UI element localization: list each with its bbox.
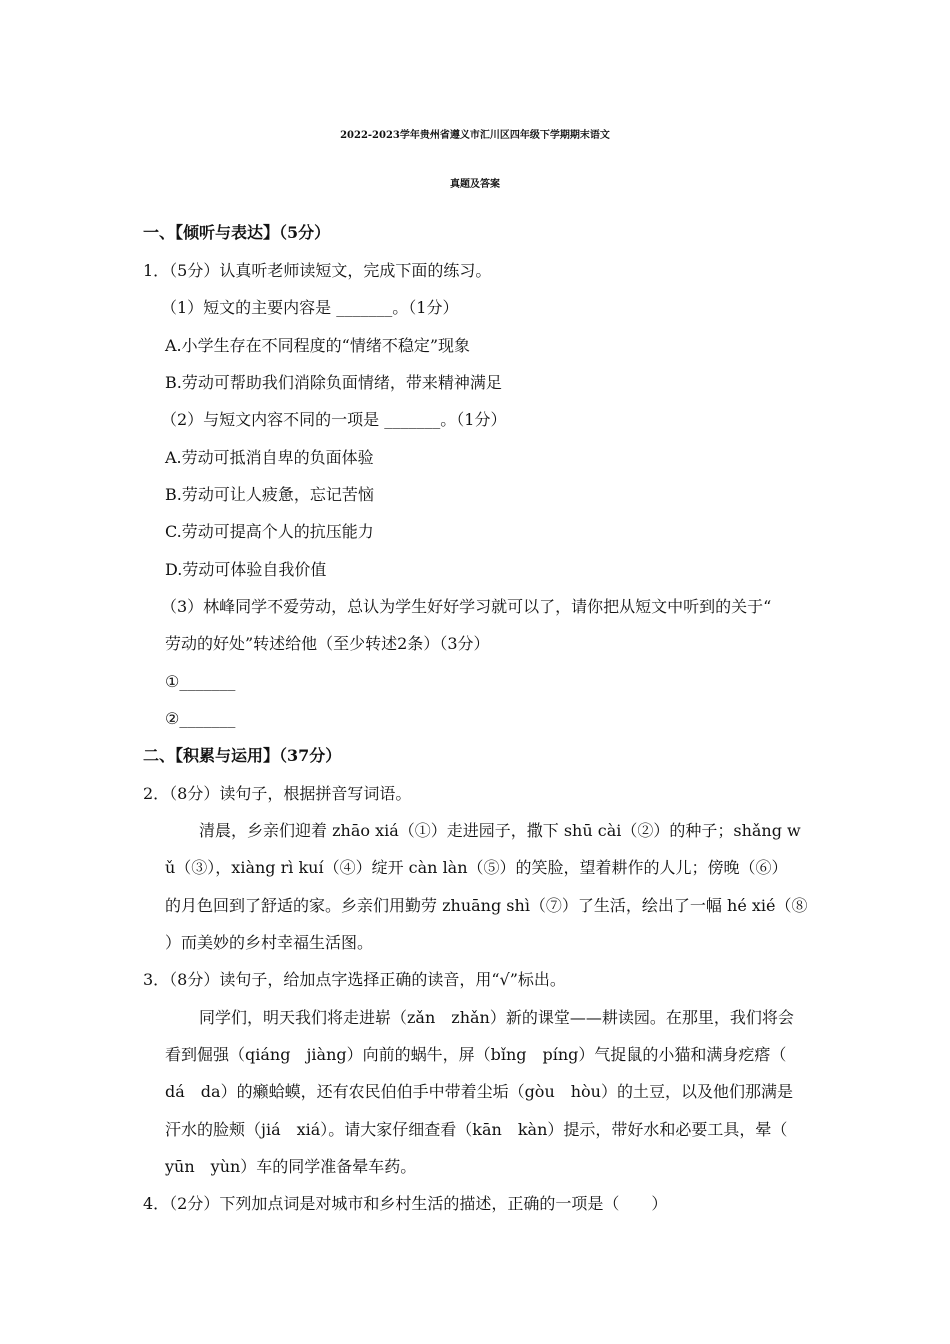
question-2-stem: 2．（8分）读句子，根据拼音写词语。 [143, 784, 412, 803]
question-1-stem: 1．（5分）认真听老师读短文，完成下面的练习。 [143, 261, 492, 280]
question-1-sub-1: （1）短文的主要内容是 _______。（1分） [161, 298, 459, 317]
section-1-header: 一、【倾听与表达】（5分） [143, 223, 331, 242]
question-1-sub-1-option-a: A.小学生存在不同程度的“情绪不稳定”现象 [165, 336, 471, 355]
question-3-stem: 3．（8分）读句子，给加点字选择正确的读音，用“√”标出。 [143, 970, 566, 989]
answer-blank-1: ①_______ [165, 672, 236, 691]
question-2-paragraph-line-1: 清晨，乡亲们迎着 zhāo xiá（①）走进园子，撒下 shū cài（②）的种子；shǎng w [199, 821, 801, 840]
page-title-line-2: 真题及答案 [450, 179, 500, 190]
question-1-sub-2-option-b: B.劳动可让人疲惫，忘记苦恼 [165, 485, 374, 504]
question-2-paragraph-line-4: ）而美妙的乡村幸福生活图。 [165, 933, 374, 952]
question-1-sub-2: （2）与短文内容不同的一项是 _______。（1分） [161, 410, 507, 429]
question-2-paragraph-line-3: 的月色回到了舒适的家。乡亲们用勤劳 zhuāng shì（⑦）了生活，绘出了一幅 hé xié（⑧ [165, 896, 808, 915]
question-1-sub-2-option-d: D.劳动可体验自我价值 [165, 560, 327, 579]
question-3-paragraph-line-1: 同学们，明天我们将走进崭（zǎn zhǎn）新的课堂——耕读园。在那里，我们将会 [199, 1008, 794, 1027]
question-1-sub-2-option-c: C.劳动可提高个人的抗压能力 [165, 522, 374, 541]
page-title-line-1: 2022-2023学年贵州省遵义市汇川区四年级下学期期末语文 [340, 130, 610, 141]
question-3-paragraph-line-4: 汗水的脸颊（jiá xiá）。请大家仔细查看（kān kàn）提示，带好水和必要工具，晕（ [165, 1120, 788, 1139]
question-4-stem: 4．（2分）下列加点词是对城市和乡村生活的描述，正确的一项是（ ） [143, 1194, 668, 1213]
question-1-sub-2-option-a: A.劳动可抵消自卑的负面体验 [165, 448, 374, 467]
question-3-paragraph-line-3: dá da）的癞蛤蟆，还有农民伯伯手中带着尘垢（gòu hòu）的土豆，以及他们那满是 [165, 1082, 793, 1101]
answer-blank-2: ②_______ [165, 709, 236, 728]
section-2-header: 二、【积累与运用】（37分） [143, 746, 342, 765]
question-1-sub-3-line-2: 劳动的好处”转述给他（至少转述2条）（3分） [165, 634, 490, 653]
question-1-sub-3-line-1: （3）林峰同学不爱劳动，总认为学生好好学习就可以了，请你把从短文中听到的关于“ [161, 597, 772, 616]
question-2-paragraph-line-2: ǔ（③），xiàng rì kuí（④）绽开 càn làn（⑤）的笑脸，望着耕作的人儿；傍晚（⑥） [165, 858, 788, 877]
question-3-paragraph-line-2: 看到倔强（qiáng jiàng）向前的蜗牛，屏（bǐng píng）气捉鼠的小猫和满身疙瘩（ [165, 1045, 787, 1064]
question-1-sub-1-option-b: B.劳动可帮助我们消除负面情绪，带来精神满足 [165, 373, 502, 392]
question-3-paragraph-line-5: yūn yùn）车的同学准备晕车药。 [165, 1157, 417, 1176]
